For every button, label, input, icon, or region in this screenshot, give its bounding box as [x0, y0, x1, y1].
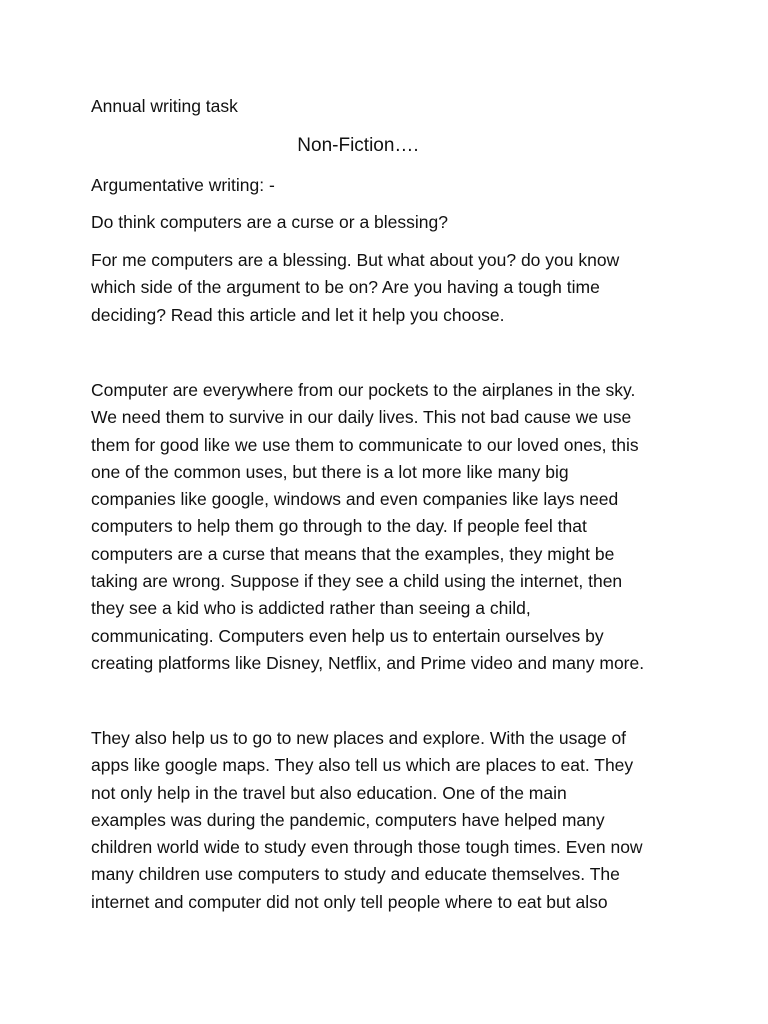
paragraph-line: They also help us to go to new places and explore. With the usage of	[91, 728, 627, 748]
paragraph-line: creating platforms like Disney, Netflix, and Prime video and many more.	[91, 652, 645, 673]
paragraph-line: We need them to survive in our daily lives. This not bad cause we use	[91, 407, 632, 428]
paragraph-line: Computer are everywhere from our pockets to the airplanes in the sky.	[91, 380, 636, 400]
intro-line: For me computers are a blessing. But what about you? do you know	[91, 250, 620, 270]
paragraph-line: many children use computers to study and educate themselves. The	[91, 864, 620, 885]
paragraph-line: communicating. Computers even help us to entertain ourselves by	[91, 625, 604, 646]
body-paragraph-1	[91, 377, 691, 677]
intro-line: deciding? Read this article and let it help you choose.	[91, 304, 505, 325]
paragraph-line: one of the common uses, but there is a lot more like many big	[91, 461, 569, 482]
paragraph-line: them for good like we use them to communicate to our loved ones, this	[91, 434, 639, 455]
paragraph-line: examples was during the pandemic, computers have helped many	[91, 809, 605, 830]
paragraph-line: companies like google, windows and even companies like lays need	[91, 489, 619, 510]
document-title: Non-Fiction….	[297, 135, 419, 156]
paragraph-line: they see a kid who is addicted rather than seeing a child,	[91, 598, 531, 619]
document-question: Do think computers are a curse or a blessing?	[91, 212, 448, 232]
paragraph-line: computers to help them go through to the day. If people feel that	[91, 516, 587, 537]
paragraph-line: apps like google maps. They also tell us which are places to eat. They	[91, 755, 634, 776]
paragraph-line: internet and computer did not only tell people where to eat but also	[91, 891, 608, 912]
body-paragraph-2	[91, 725, 691, 916]
intro-paragraph	[91, 247, 691, 329]
intro-line: which side of the argument to be on? Are you having a tough time	[91, 277, 600, 298]
paragraph-line: computers are a curse that means that the examples, they might be	[91, 543, 615, 564]
document-subheading: Argumentative writing: -	[91, 175, 275, 195]
paragraph-line: children world wide to study even through those tough times. Even now	[91, 837, 643, 858]
paragraph-line: not only help in the travel but also education. One of the main	[91, 782, 567, 803]
paragraph-line: taking are wrong. Suppose if they see a child using the internet, then	[91, 571, 623, 592]
document-header: Annual writing task	[91, 96, 238, 116]
